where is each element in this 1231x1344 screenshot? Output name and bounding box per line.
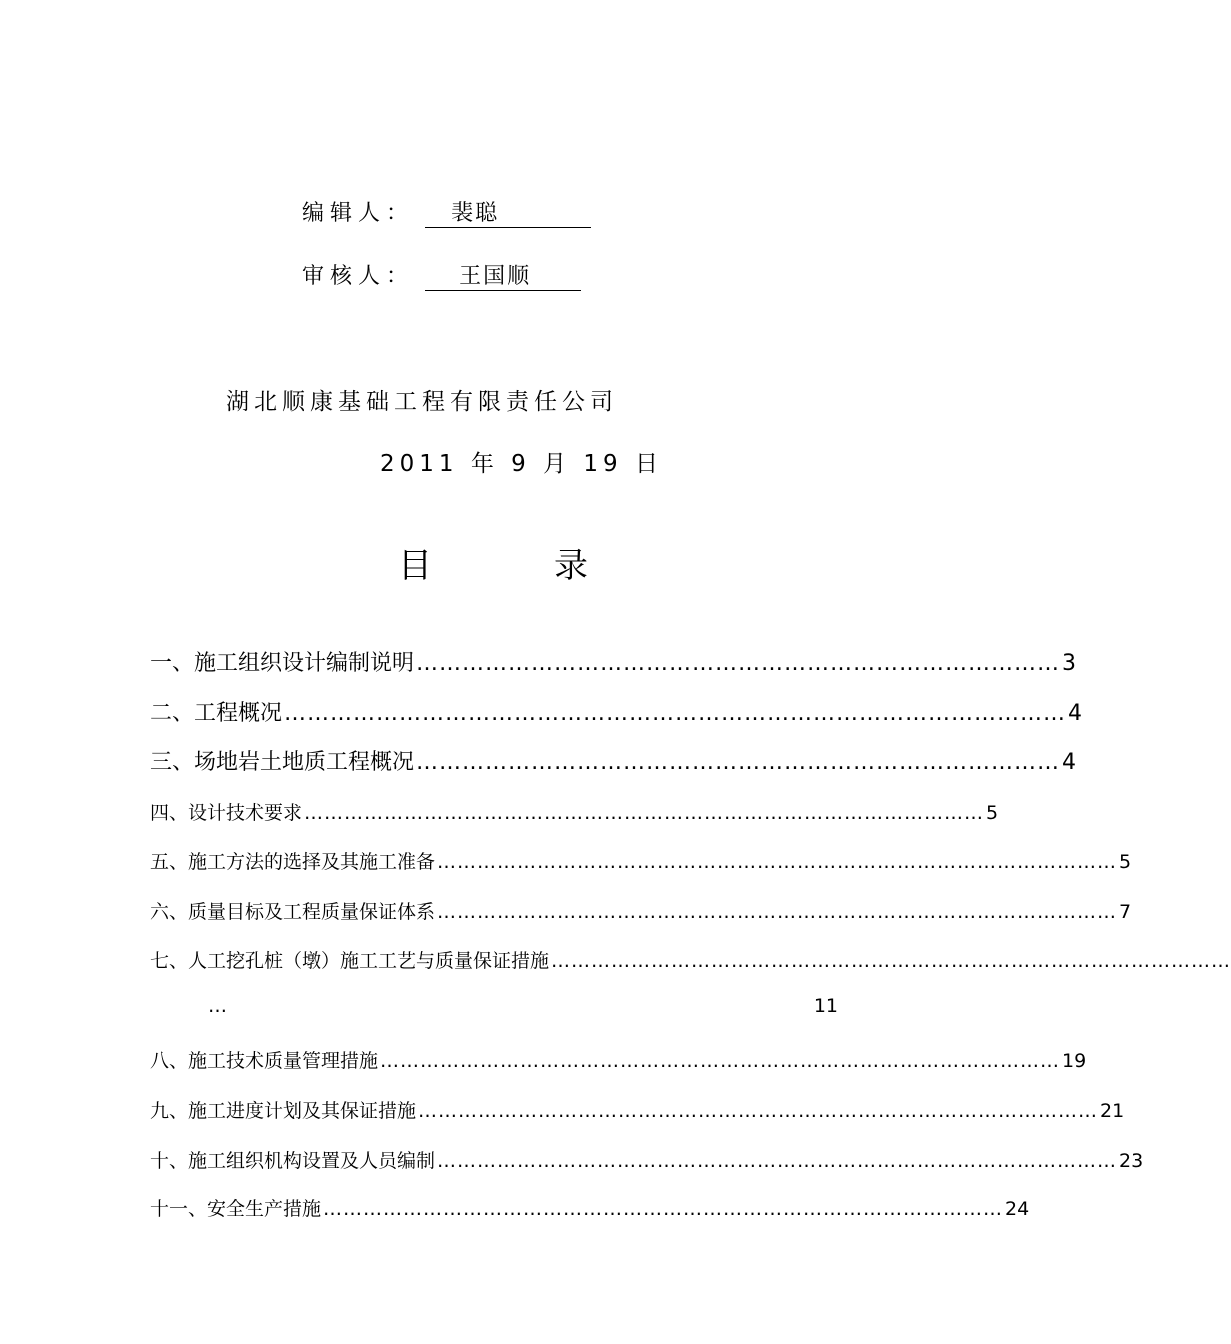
toc-item-title: 施工技术质量管理措施 xyxy=(188,1050,379,1072)
toc-item-page: 11 xyxy=(813,995,838,1017)
toc-item-page: 7 xyxy=(1119,901,1132,923)
toc-item[interactable] xyxy=(150,946,1231,973)
toc-item[interactable] xyxy=(150,847,1132,874)
toc-item[interactable] xyxy=(150,745,1077,776)
toc-item-number: 六、 xyxy=(150,901,189,923)
toc-leader-dots: ………………………………………………………………………………………… xyxy=(437,1150,1118,1172)
company-name: 湖北顺康基础工程有限责任公司 xyxy=(226,389,618,415)
toc-item-title: 施工方法的选择及其施工准备 xyxy=(188,851,436,873)
toc-item-number: 三、 xyxy=(150,750,195,775)
toc-item-title: 施工进度计划及其保证措施 xyxy=(188,1100,417,1122)
reviewer-line xyxy=(302,259,581,291)
reviewer-name: 王国顺 xyxy=(425,264,581,291)
toc-item-number: 四、 xyxy=(150,802,189,824)
toc-item-page: 19 xyxy=(1062,1050,1087,1072)
toc-leader-dots: ………………………………………………………………………………………… xyxy=(551,950,1231,972)
toc-item-title: 场地岩土地质工程概况 xyxy=(194,750,415,775)
toc-item[interactable] xyxy=(150,646,1077,677)
toc-item[interactable] xyxy=(150,1194,1030,1221)
toc-item-title: 设计技术要求 xyxy=(188,802,303,824)
toc-leader-dots: ………………………………………………………………………………………… xyxy=(304,802,985,824)
toc-item-number: 二、 xyxy=(150,701,195,726)
toc-item-page: 4 xyxy=(1062,750,1077,775)
reviewer-label: 审核人： xyxy=(302,264,415,289)
toc-item-continuation xyxy=(150,995,838,1017)
toc-item-number: 五、 xyxy=(150,851,189,873)
toc-item-title: 工程概况 xyxy=(194,701,283,726)
toc-item-page: 5 xyxy=(1119,851,1132,873)
toc-leader-dots: ………………………………………………………………………………………… xyxy=(323,1198,1004,1220)
toc-leader-dots: ………………………………………………………………………………………… xyxy=(284,701,1067,726)
toc-item-page: 23 xyxy=(1119,1150,1144,1172)
toc-item-page: 5 xyxy=(986,802,999,824)
toc-title-right: 录 xyxy=(554,546,588,586)
toc-item-page: 3 xyxy=(1062,651,1077,676)
toc-item-title: 安全生产措施 xyxy=(207,1198,322,1220)
toc-title-left: 目 xyxy=(398,546,432,586)
toc-item[interactable] xyxy=(150,798,999,825)
toc-item-title: 质量目标及工程质量保证体系 xyxy=(188,901,436,923)
toc-item-continuation-dots: … xyxy=(208,995,227,1017)
document-date: 2011 年 9 月 19 日 xyxy=(380,451,663,477)
editor-line xyxy=(302,196,591,228)
toc-item-title: 人工挖孔桩（墩）施工工艺与质量保证措施 xyxy=(188,950,550,972)
toc-item-page: 4 xyxy=(1068,701,1083,726)
toc-item[interactable] xyxy=(150,1146,1144,1173)
toc-item-number: 八、 xyxy=(150,1050,189,1072)
toc-item-page: 24 xyxy=(1005,1198,1030,1220)
toc-item[interactable] xyxy=(150,1046,1087,1073)
toc-item-title: 施工组织设计编制说明 xyxy=(194,651,415,676)
toc-item-number: 九、 xyxy=(150,1100,189,1122)
toc-item-number: 十一、 xyxy=(150,1198,208,1220)
editor-label: 编辑人： xyxy=(302,201,415,226)
toc-item[interactable] xyxy=(150,897,1132,924)
toc-leader-dots: ………………………………………………………………………………………… xyxy=(380,1050,1061,1072)
toc-item-title: 施工组织机构设置及人员编制 xyxy=(188,1150,436,1172)
toc-item[interactable] xyxy=(150,1096,1125,1123)
toc-item-number: 七、 xyxy=(150,950,189,972)
toc-item-page: 21 xyxy=(1100,1100,1125,1122)
editor-name: 裴聪 xyxy=(425,201,591,228)
toc-item-number: 一、 xyxy=(150,651,195,676)
toc-item[interactable] xyxy=(150,696,1083,727)
toc-item-number: 十、 xyxy=(150,1150,189,1172)
toc-leader-dots: ………………………………………………………………………………………… xyxy=(437,901,1118,923)
toc-leader-dots: ………………………………………………………………………………………… xyxy=(437,851,1118,873)
toc-leader-dots: ………………………………………………………………………… xyxy=(416,750,1061,775)
toc-leader-dots: ………………………………………………………………………………………… xyxy=(418,1100,1099,1122)
toc-leader-dots: ………………………………………………………………………… xyxy=(416,651,1061,676)
